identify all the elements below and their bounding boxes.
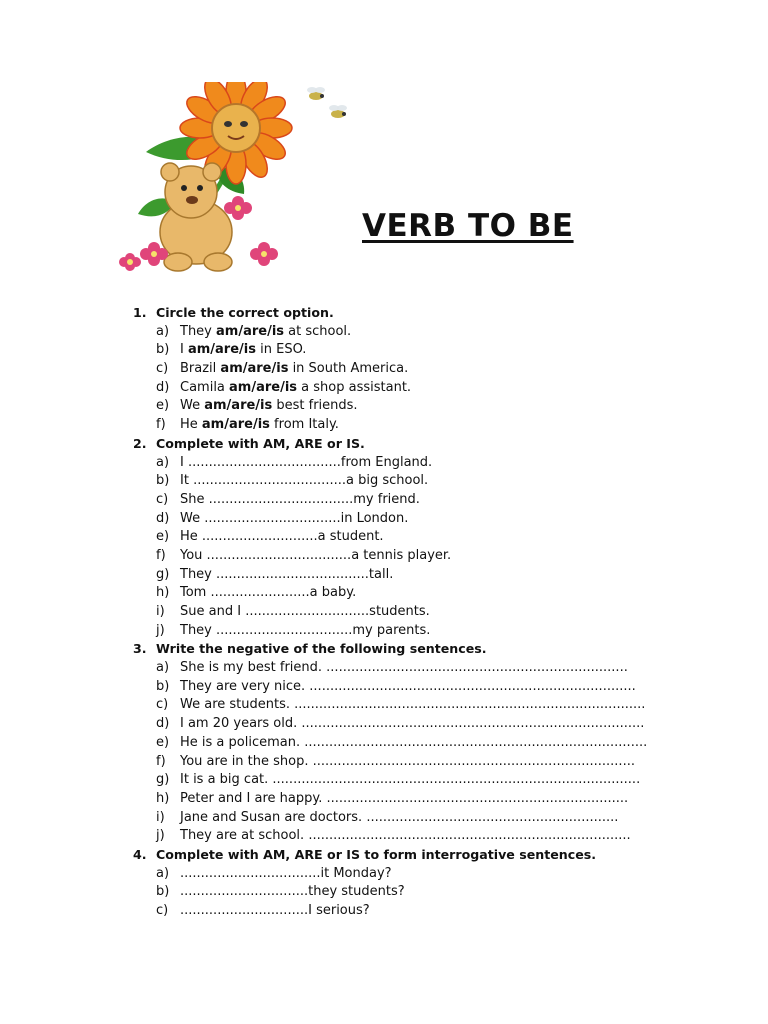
item-text: Sue and I (180, 604, 246, 619)
exercise-item (0, 659, 768, 678)
item-options: am/are/is (201, 417, 270, 433)
item-text: You are in the shop. (180, 753, 313, 769)
item-text: a student. (317, 529, 384, 545)
item-text: They (180, 566, 217, 582)
item-letter: e) (156, 734, 170, 750)
answer-blank[interactable]: ..................................... (193, 473, 346, 489)
item-text: He is a policeman. (180, 734, 305, 750)
item-text: She (180, 491, 209, 507)
item-letter: c) (156, 361, 169, 377)
item-text: in London. (340, 510, 409, 526)
item-text: I serious? (308, 903, 370, 918)
item-text: We (180, 510, 205, 526)
item-text: from England. (340, 454, 433, 470)
item-letter: i) (156, 604, 165, 619)
exercise-item (0, 734, 768, 753)
answer-blank[interactable]: ............................... (180, 884, 309, 900)
item-text: We are students. (180, 697, 295, 713)
item-letter: a) (156, 454, 170, 470)
bee-icon (329, 105, 347, 118)
item-text: a baby. (309, 585, 357, 601)
exercise-item (0, 696, 768, 715)
exercise-item (0, 771, 768, 790)
bee-icon (307, 87, 325, 100)
answer-blank[interactable]: .............................................................................. (308, 828, 631, 844)
answer-blank[interactable]: ................................... (208, 491, 354, 507)
exercise-item (0, 379, 768, 398)
exercise-item (0, 510, 768, 529)
item-letter: c) (156, 491, 169, 507)
item-letter: d) (156, 379, 170, 395)
item-text: Camila (180, 379, 230, 395)
answer-blank[interactable]: ............................ (201, 529, 318, 545)
exercise-item (0, 603, 768, 622)
answer-blank[interactable]: ................................. (216, 622, 353, 638)
item-letter: h) (156, 585, 170, 601)
item-text: I (180, 342, 188, 358)
item-letter: c) (156, 697, 169, 713)
item-text: at school. (284, 323, 352, 339)
exercise-item (0, 865, 768, 884)
item-text: . (641, 697, 646, 713)
item-letter: c) (156, 903, 169, 918)
item-text: in ESO. (255, 342, 307, 358)
item-letter: b) (156, 884, 170, 900)
exercise-instruction: Write the negative of the following sentences. (156, 641, 487, 657)
answer-blank[interactable]: ................................................................................... (301, 716, 645, 732)
exercise-item (0, 566, 768, 585)
exercise-item (0, 753, 768, 772)
item-text: Brazil (180, 361, 221, 377)
exercise-item (0, 883, 768, 902)
exercise-item (0, 491, 768, 510)
item-text: I (180, 454, 188, 470)
item-text: They (180, 323, 217, 339)
exercise-item (0, 528, 768, 547)
answer-blank[interactable]: ......................................................................... (326, 790, 629, 806)
item-options: am/are/is (229, 379, 298, 395)
item-text: it Monday? (320, 865, 392, 881)
item-text: It (180, 473, 194, 489)
item-text: They (180, 622, 217, 638)
exercise-number: 1. (133, 305, 147, 320)
item-letter: a) (156, 865, 170, 881)
item-letter: f) (156, 547, 166, 563)
exercise-heading (0, 846, 768, 865)
answer-blank[interactable]: ........................................................................................ (272, 772, 637, 788)
item-text: They are very nice. (180, 678, 310, 694)
item-text: from Italy. (269, 417, 339, 433)
item-text: a big school. (345, 473, 429, 489)
answer-blank[interactable]: .............................. (245, 604, 370, 619)
item-text: You (180, 547, 207, 563)
exercise-section (0, 435, 768, 641)
answer-blank[interactable]: ............................................................. (366, 809, 619, 825)
answer-blank[interactable]: ................................. (204, 510, 341, 526)
item-text: Jane and Susan are doctors. (180, 809, 367, 825)
item-text: It is a big cat. (180, 772, 273, 788)
item-letter: j) (156, 622, 165, 638)
item-text: tall. (368, 566, 394, 582)
item-letter: e) (156, 398, 170, 414)
answer-blank[interactable]: ..................................... (216, 566, 369, 582)
item-text: I am 20 years old. (180, 716, 302, 732)
answer-blank[interactable]: .................................................................................... (294, 697, 642, 713)
item-letter: g) (156, 566, 170, 582)
exercise-item (0, 416, 768, 435)
item-options: am/are/is (216, 323, 285, 339)
item-text: a tennis player. (351, 547, 452, 563)
item-letter: b) (156, 342, 170, 358)
exercise-section (0, 640, 768, 846)
exercise-section (0, 304, 768, 435)
answer-blank[interactable]: ........................ (210, 585, 310, 601)
item-text: She is my best friend. (180, 660, 327, 676)
answer-blank[interactable]: .............................................................................. (312, 753, 635, 769)
exercise-item (0, 397, 768, 416)
exercise-number: 3. (133, 641, 147, 657)
exercise-number: 4. (133, 846, 147, 862)
exercise-item (0, 547, 768, 566)
sunflower-bear-icon (106, 82, 356, 278)
item-text: Peter and I are happy. (180, 790, 327, 806)
exercise-item (0, 715, 768, 734)
answer-blank[interactable]: ........................................................................ (326, 660, 624, 676)
item-letter: h) (156, 790, 170, 806)
exercise-item (0, 622, 768, 641)
item-text: . (623, 660, 628, 676)
item-letter: d) (156, 510, 170, 526)
answer-blank[interactable]: ................................................................................... (304, 734, 648, 750)
exercise-instruction: Circle the correct option. (156, 305, 334, 320)
exercise-item (0, 809, 768, 828)
exercise-instruction: Complete with AM, ARE or IS. (156, 435, 365, 451)
exercise-item (0, 790, 768, 809)
item-text: They are at school. (180, 828, 309, 844)
answer-blank[interactable]: ............................................................................... (309, 678, 636, 694)
exercise-item (0, 341, 768, 360)
exercise-item (0, 454, 768, 473)
item-letter: e) (156, 529, 170, 545)
item-text: He (180, 417, 202, 433)
answer-blank[interactable]: .................................. (180, 865, 321, 881)
answer-blank[interactable]: ..................................... (187, 454, 341, 470)
item-letter: f) (156, 417, 166, 433)
exercise-item (0, 472, 768, 491)
item-letter: b) (156, 678, 170, 694)
exercise-heading (0, 435, 768, 454)
item-text: my friend. (353, 491, 420, 507)
exercise-number: 2. (133, 435, 147, 451)
exercise-item (0, 360, 768, 379)
item-options: am/are/is (220, 361, 289, 377)
item-text: in South America. (288, 361, 409, 377)
item-text: He (180, 529, 202, 545)
exercise-instruction: Complete with AM, ARE or IS to form interrogative sentences. (156, 846, 597, 862)
worksheet (0, 304, 768, 921)
answer-blank[interactable]: ............................... (180, 903, 309, 918)
item-letter: j) (156, 828, 165, 844)
item-letter: i) (156, 809, 165, 825)
item-letter: a) (156, 660, 170, 676)
item-text: a shop assistant. (297, 379, 412, 395)
item-text: they students? (308, 884, 405, 900)
exercise-item (0, 323, 768, 342)
exercise-section (0, 846, 768, 921)
item-options: am/are/is (187, 342, 256, 358)
exercise-item (0, 678, 768, 697)
item-letter: g) (156, 772, 170, 788)
exercise-item (0, 827, 768, 846)
item-letter: a) (156, 323, 170, 339)
exercise-heading (0, 640, 768, 659)
item-letter: f) (156, 753, 166, 769)
answer-blank[interactable]: ................................... (206, 547, 352, 563)
item-text: best friends. (272, 398, 358, 414)
item-text: my parents. (352, 622, 431, 638)
exercise-heading (0, 304, 768, 323)
item-letter: d) (156, 716, 170, 732)
item-text: We (180, 398, 205, 414)
item-text: Tom (180, 585, 211, 601)
item-letter: b) (156, 473, 170, 489)
item-text: students. (369, 604, 430, 619)
exercise-item (0, 902, 768, 921)
item-options: am/are/is (204, 398, 273, 414)
page-title: VERB TO BE (362, 208, 574, 244)
item-text: . (636, 772, 641, 788)
exercise-item (0, 584, 768, 603)
